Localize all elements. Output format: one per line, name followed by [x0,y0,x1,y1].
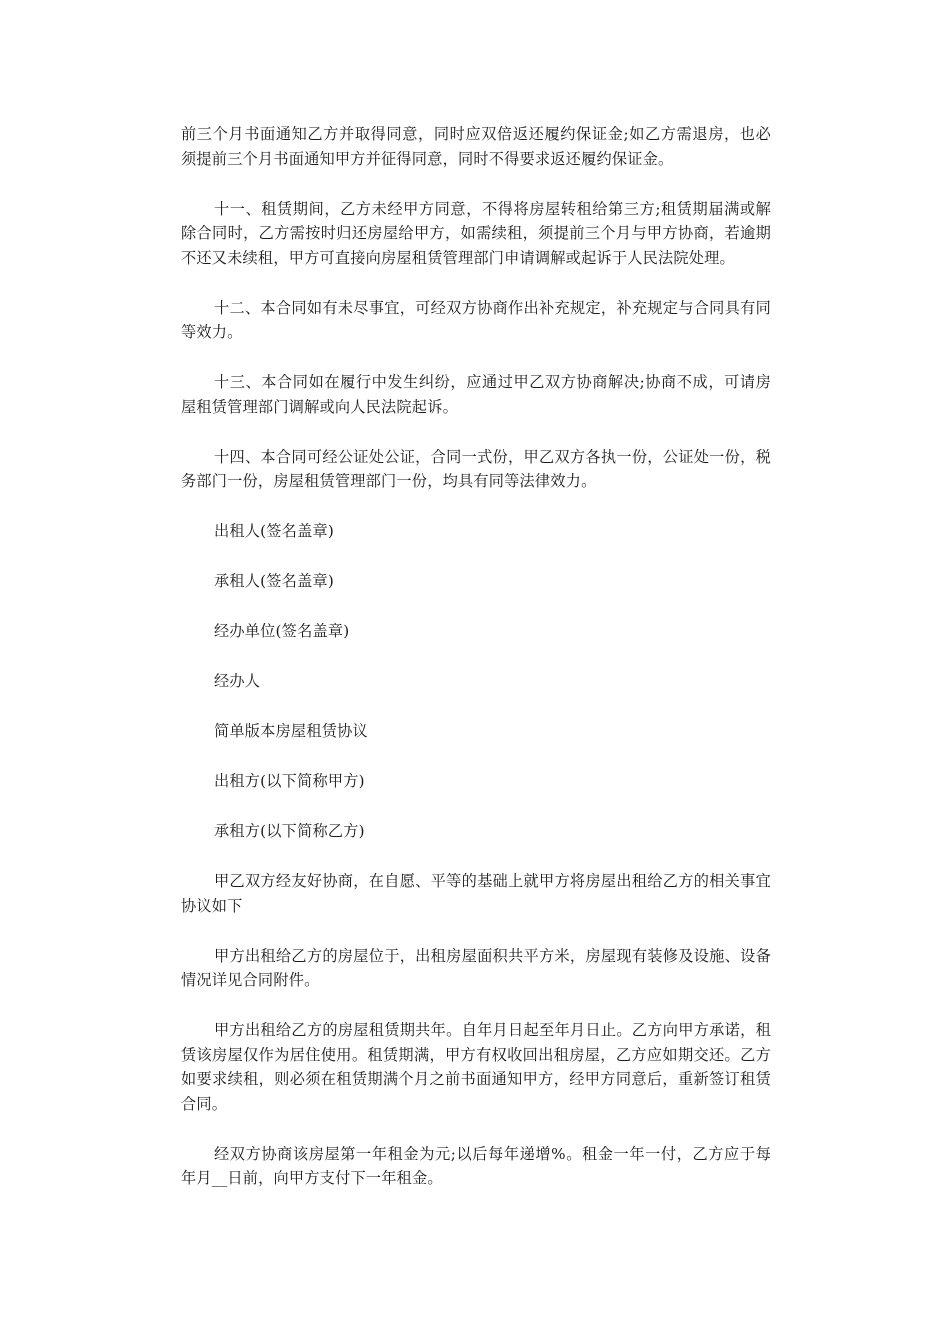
agreement-intro: 甲乙双方经友好协商，在自愿、平等的基础上就甲方将房屋出租给乙方的相关事宜协议如下 [181,872,771,915]
clause-11: 十一、租赁期间，乙方未经甲方同意，不得将房屋转租给第三方;租赁期届满或解除合同时，乙方需按时归还房屋给甲方，如需续租，须提前三个月与甲方协商，若逾期不还又未续租，甲方可直接向房屋租赁管理部门申请调解或起诉于人民法院处理。 [181,199,771,267]
signature-agent: 经办人 [214,672,261,690]
signature-lessee: 承租人(签名盖章) [214,572,334,590]
clause-14: 十四、本合同可经公证处公证，合同一式份，甲乙双方各执一份，公证处一份，税务部门一份，房屋租赁管理部门一份，均具有同等法律效力。 [181,447,771,490]
property-location: 甲方出租给乙方的房屋位于，出租房屋面积共平方米，房屋现有装修及设施、设备情况详见合同附件。 [181,946,771,989]
signature-agency: 经办单位(签名盖章) [214,622,350,640]
section-title: 简单版本房屋租赁协议 [214,722,368,740]
party-a-line: 出租方(以下简称甲方) [214,772,365,790]
clause-13: 十三、本合同如在履行中发生纠纷，应通过甲乙双方协商解决;协商不成，可请房屋租赁管理部门调解或向人民法院起诉。 [181,373,771,416]
lease-term: 甲方出租给乙方的房屋租赁期共年。自年月日起至年月日止。乙方向甲方承诺，租赁该房屋仅作为居住使用。租赁期满，甲方有权收回出租房屋，乙方应如期交还。乙方如要求续租，则必须在租赁期满个月之前书面通知甲方，经甲方同意后，重新签订租赁合同。 [181,1021,771,1113]
paragraph-continuation: 前三个月书面通知乙方并取得同意，同时应双倍返还履约保证金;如乙方需退房，也必须提前三个月书面通知甲方并征得同意，同时不得要求返还履约保证金。 [181,125,771,168]
rent-terms: 经双方协商该房屋第一年租金为元;以后每年递增%。租金一年一付，乙方应于每年月__日前，向甲方支付下一年租金。 [181,1144,771,1187]
document-body [181,122,771,1216]
signature-lessor: 出租人(签名盖章) [214,522,334,540]
clause-12: 十二、本合同如有未尽事宜，可经双方协商作出补充规定，补充规定与合同具有同等效力。 [181,298,771,341]
party-b-line: 承租方(以下简称乙方) [214,822,365,840]
